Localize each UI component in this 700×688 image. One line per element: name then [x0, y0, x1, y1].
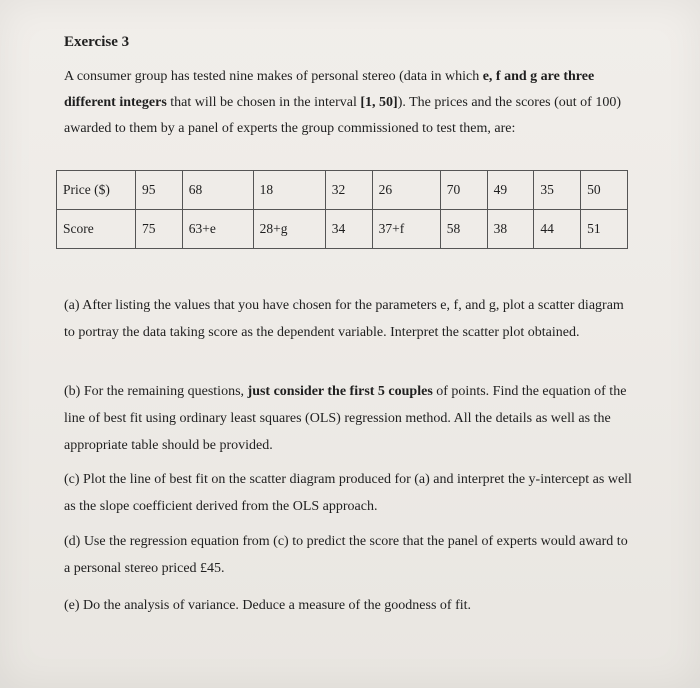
table-cell: 50	[581, 171, 628, 210]
question-c-text: (c) Plot the line of best fit on the scatter diagram produced for (a) and interpret the y-intercept as well as the slope coefficient derived from the OLS approach.	[64, 472, 632, 514]
intro-vars: e, f and g	[482, 69, 538, 84]
intro-text-1: A consumer group has tested nine makes of personal stereo (data in which	[64, 69, 483, 84]
intro-interval: [1, 50]	[360, 95, 398, 110]
question-e	[64, 592, 636, 619]
question-b-post: of points. Find the equation of the line of best fit using ordinary least squares (OLS) regression method. All the details as well as the appropriate table should be provided.	[64, 384, 627, 453]
table-cell: 44	[534, 210, 581, 249]
question-b-bold: just consider the first 5 couples	[247, 384, 433, 399]
table-cell: 75	[136, 210, 183, 249]
intro-text-4: ). The prices and the scores (out of 100) awarded to them by a panel of experts the group commissioned to test them, are:	[64, 95, 622, 136]
table-cell: 70	[440, 171, 487, 210]
intro-bold: three different integers	[64, 69, 595, 110]
table-cell: 34	[325, 210, 372, 249]
table-cell: 51	[581, 210, 628, 249]
question-a	[64, 292, 636, 346]
score-label: Score	[57, 210, 136, 249]
table-cell: 18	[253, 171, 325, 210]
table-cell: 37+f	[372, 210, 440, 249]
question-d-text: (d) Use the regression equation from (c) to predict the score that the panel of experts would award to a personal stereo priced £45.	[64, 534, 628, 576]
question-b-pre: (b) For the remaining questions,	[64, 384, 248, 399]
question-e-text: (e) Do the analysis of variance. Deduce a measure of the goodness of fit.	[64, 598, 472, 613]
table-row-score	[57, 210, 628, 249]
exercise-title: Exercise 3	[64, 34, 130, 50]
question-c	[64, 466, 636, 520]
table-cell: 63+e	[182, 210, 253, 249]
table-row-price	[57, 171, 628, 210]
question-d	[64, 528, 636, 582]
table-cell: 28+g	[253, 210, 325, 249]
exercise-intro	[64, 64, 624, 142]
table-cell: 26	[372, 171, 440, 210]
table-cell: 49	[487, 171, 534, 210]
table-cell: 35	[534, 171, 581, 210]
question-b	[64, 378, 636, 459]
table-cell: 95	[136, 171, 183, 210]
question-a-text: (a) After listing the values that you have chosen for the parameters e, f, and g, plot a scatter diagram to portray the data taking score as the dependent variable. Interpret the scatter plot obtained.	[64, 298, 624, 340]
intro-text-3: that will be chosen in the interval	[166, 95, 361, 110]
price-score-table	[56, 170, 628, 249]
table-cell: 38	[487, 210, 534, 249]
table-cell: 32	[325, 171, 372, 210]
intro-text-2: are	[537, 69, 564, 84]
table-cell: 58	[440, 210, 487, 249]
table-cell: 68	[182, 171, 253, 210]
price-label: Price ($)	[57, 171, 136, 210]
